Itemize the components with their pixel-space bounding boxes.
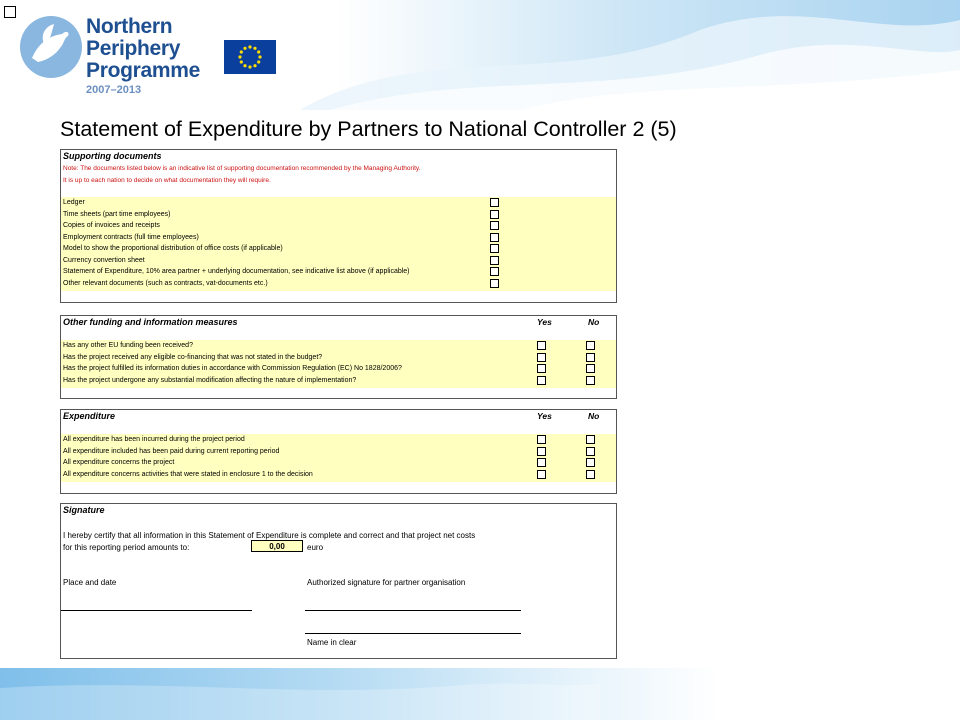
supporting-title: Supporting documents xyxy=(63,151,162,161)
doc-row xyxy=(61,209,616,221)
yes-checkbox[interactable] xyxy=(537,341,546,350)
logo-line2: Periphery xyxy=(86,37,181,60)
slide-title: Statement of Expenditure by Partners to National Controller 2 (5) xyxy=(60,117,677,141)
expenditure-yes-header: Yes xyxy=(537,411,552,421)
expenditure-no-header: No xyxy=(588,411,600,421)
doc-row xyxy=(61,255,616,267)
npp-logo xyxy=(18,14,218,98)
place-date-line[interactable] xyxy=(61,610,252,611)
doc-row xyxy=(61,243,616,255)
expenditure-statement: All expenditure concerns the project xyxy=(63,459,175,466)
supporting-note-2: It is up to each nation to decide on what documentation they will require. xyxy=(63,177,271,184)
slide-checkbox[interactable] xyxy=(4,6,16,18)
funding-row xyxy=(61,352,616,364)
name-clear-line[interactable] xyxy=(305,633,521,634)
doc-label: Currency convertion sheet xyxy=(63,256,145,264)
logo-wordmark xyxy=(86,16,200,82)
expenditure-row xyxy=(61,434,616,446)
yes-checkbox[interactable] xyxy=(537,353,546,362)
doc-row xyxy=(61,197,616,209)
funding-question: Has any other EU funding been received? xyxy=(63,342,193,349)
footer-banner xyxy=(0,668,960,720)
doc-checkbox[interactable] xyxy=(490,279,499,288)
no-checkbox[interactable] xyxy=(586,353,595,362)
doc-checkbox[interactable] xyxy=(490,198,499,207)
currency-label: euro xyxy=(307,543,324,552)
expenditure-title: Expenditure xyxy=(63,411,116,421)
doc-label: Copies of invoices and receipts xyxy=(63,222,160,229)
funding-question: Has the project fulfilled its information duties in accordance with Commission Regulation (EC) No 1828/2006? xyxy=(63,365,402,372)
expenditure-row xyxy=(61,469,616,481)
yes-checkbox[interactable] xyxy=(537,364,546,373)
expenditure-row xyxy=(61,446,616,458)
no-checkbox[interactable] xyxy=(586,470,595,479)
supporting-documents-section xyxy=(60,149,617,303)
logo-line3: Programme xyxy=(86,59,201,82)
no-checkbox[interactable] xyxy=(586,447,595,456)
doc-row xyxy=(61,266,616,278)
funding-row xyxy=(61,340,616,352)
doc-row xyxy=(61,278,616,290)
eu-flag-icon xyxy=(224,40,276,74)
yes-checkbox[interactable] xyxy=(537,376,546,385)
dove-icon xyxy=(18,14,84,80)
doc-row xyxy=(61,220,616,232)
certify-text-2: for this reporting period amounts to: xyxy=(63,543,190,552)
funding-row xyxy=(61,363,616,375)
expenditure-statement: All expenditure included has been paid during current reporting period xyxy=(63,447,280,455)
doc-label: Other relevant documents (such as contracts, vat-documents etc.) xyxy=(63,279,268,287)
yes-checkbox[interactable] xyxy=(537,435,546,444)
logo-line1: Northern xyxy=(86,15,173,38)
doc-checkbox[interactable] xyxy=(490,233,499,242)
yes-checkbox[interactable] xyxy=(537,470,546,479)
funding-title: Other funding and information measures xyxy=(63,317,238,327)
expenditure-statement: All expenditure has been incurred during the project period xyxy=(63,436,245,443)
place-date-label: Place and date xyxy=(63,578,117,587)
doc-checkbox[interactable] xyxy=(490,256,499,265)
no-checkbox[interactable] xyxy=(586,341,595,350)
yes-checkbox[interactable] xyxy=(537,458,546,467)
no-checkbox[interactable] xyxy=(586,376,595,385)
other-funding-section xyxy=(60,315,617,399)
no-checkbox[interactable] xyxy=(586,458,595,467)
supporting-note-1: Note: The documents listed below is an indicative list of supporting documentation recommended by the Managing Authority. xyxy=(63,165,421,172)
funding-yes-header: Yes xyxy=(537,317,552,327)
doc-label: Time sheets (part time employees) xyxy=(63,210,171,218)
no-checkbox[interactable] xyxy=(586,435,595,444)
doc-checkbox[interactable] xyxy=(490,267,499,276)
expenditure-row xyxy=(61,457,616,469)
yes-checkbox[interactable] xyxy=(537,447,546,456)
logo-years: 2007–2013 xyxy=(86,84,142,96)
expenditure-section xyxy=(60,409,617,494)
funding-question: Has the project undergone any substantial modification affecting the nature of implementation? xyxy=(63,376,357,384)
doc-label: Employment contracts (full time employees) xyxy=(63,233,199,241)
signature-title: Signature xyxy=(63,505,105,515)
doc-checkbox[interactable] xyxy=(490,244,499,253)
expenditure-statement: All expenditure concerns activities that were stated in enclosure 1 to the decision xyxy=(63,470,313,478)
certify-text-1: I hereby certify that all information in this Statement of Expenditure is complete and correct and that project net costs xyxy=(63,531,476,540)
signature-section xyxy=(60,503,617,659)
authorized-signature-label: Authorized signature for partner organisation xyxy=(307,578,466,587)
name-in-clear-label: Name in clear xyxy=(307,638,357,647)
net-costs-amount[interactable]: 0,00 xyxy=(251,540,303,552)
doc-checkbox[interactable] xyxy=(490,221,499,230)
funding-no-header: No xyxy=(588,317,600,327)
signature-line[interactable] xyxy=(305,610,521,611)
doc-label: Ledger xyxy=(63,199,85,206)
doc-label: Model to show the proportional distribution of office costs (if applicable) xyxy=(63,245,283,252)
no-checkbox[interactable] xyxy=(586,364,595,373)
doc-checkbox[interactable] xyxy=(490,210,499,219)
doc-row xyxy=(61,232,616,244)
funding-question: Has the project received any eligible co-financing that was not stated in the budget? xyxy=(63,353,323,361)
funding-row xyxy=(61,375,616,387)
doc-label: Statement of Expenditure, 10% area partner + underlying documentation, see indicative list above (if applicable) xyxy=(63,268,410,275)
